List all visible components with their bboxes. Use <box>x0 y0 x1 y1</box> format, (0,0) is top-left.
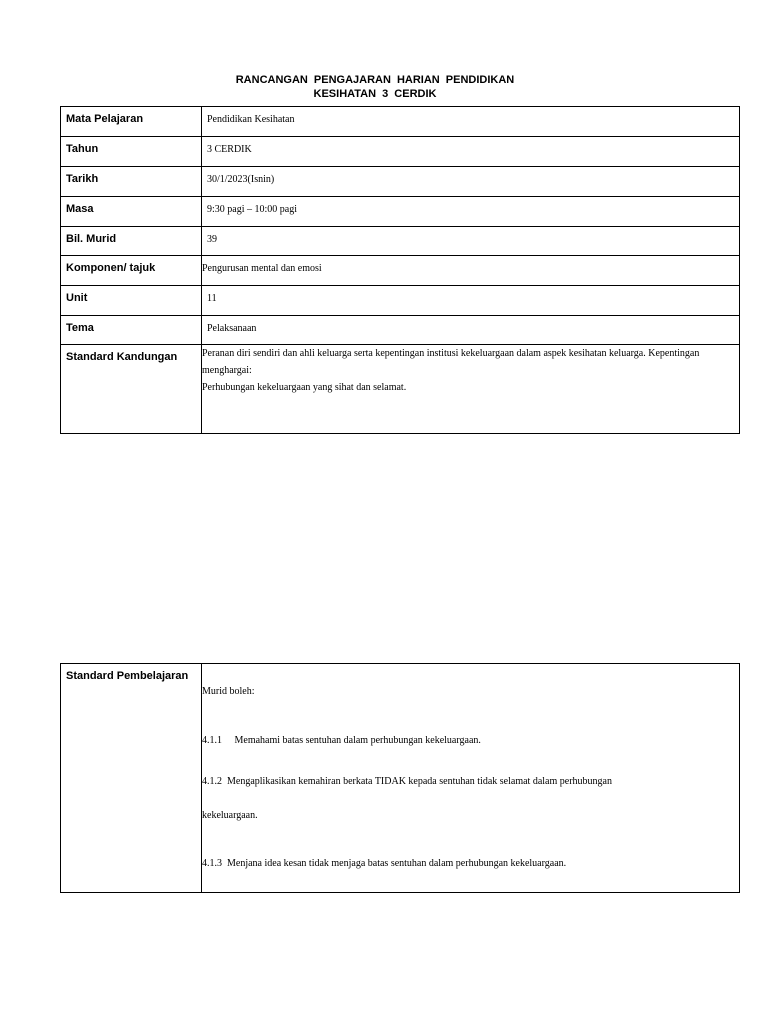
standard-kandungan-line-2: menghargai: <box>202 365 252 376</box>
row-value: 11 <box>202 286 740 316</box>
row-value: 9:30 pagi – 10:00 pagi <box>202 197 740 227</box>
table-row <box>61 107 740 137</box>
standard-pembelajaran-label: Standard Pembelajaran <box>61 664 202 893</box>
learning-item-2-line-1: 4.1.2 Mengaplikasikan kemahiran berkata TIDAK kepada sentuhan tidak selamat dalam perhubungan <box>202 776 612 787</box>
standard-pembelajaran-value <box>202 664 740 893</box>
table-row <box>61 256 740 286</box>
standard-kandungan-row <box>61 345 740 434</box>
learning-item-1: 4.1.1 Memahami batas sentuhan dalam perhubungan kekeluargaan. <box>202 735 481 746</box>
document-title <box>0 73 750 101</box>
table-row <box>61 137 740 167</box>
table-row <box>61 316 740 345</box>
learning-item-3: 4.1.3 Menjana idea kesan tidak menjaga batas sentuhan dalam perhubungan kekeluargaan. <box>202 858 567 869</box>
standard-pembelajaran-row <box>61 664 740 893</box>
row-value: 30/1/2023(Isnin) <box>202 167 740 197</box>
lesson-info-table <box>60 106 740 434</box>
table-row <box>61 286 740 316</box>
row-value: 3 CERDIK <box>202 137 740 167</box>
row-label: Tema <box>61 316 202 345</box>
table-row <box>61 197 740 227</box>
row-value: Pendidikan Kesihatan <box>202 107 740 137</box>
table-row <box>61 167 740 197</box>
title-line-1: RANCANGAN PENGAJARAN HARIAN PENDIDIKAN <box>235 74 515 86</box>
standard-pembelajaran-table <box>60 663 740 893</box>
standard-kandungan-line-1: Peranan diri sendiri dan ahli keluarga serta kepentingan institusi kekeluargaan dalam aspek kesihatan keluarga. Kepentingan <box>202 348 700 359</box>
row-label: Komponen/ tajuk <box>61 256 202 286</box>
row-value: Pengurusan mental dan emosi <box>202 256 740 286</box>
learning-intro: Murid boleh: <box>202 686 255 697</box>
row-label: Unit <box>61 286 202 316</box>
row-label: Mata Pelajaran <box>61 107 202 137</box>
title-line-2: KESIHATAN 3 CERDIK <box>313 88 437 100</box>
standard-kandungan-label: Standard Kandungan <box>61 345 202 434</box>
learning-item-2-line-2: kekeluargaan. <box>202 810 258 821</box>
row-label: Masa <box>61 197 202 227</box>
row-value: 39 <box>202 227 740 256</box>
standard-kandungan-value <box>202 345 740 434</box>
row-label: Tarikh <box>61 167 202 197</box>
row-label: Bil. Murid <box>61 227 202 256</box>
row-value: Pelaksanaan <box>202 316 740 345</box>
row-label: Tahun <box>61 137 202 167</box>
table-row <box>61 227 740 256</box>
standard-kandungan-line-3: Perhubungan kekeluargaan yang sihat dan selamat. <box>202 382 407 393</box>
